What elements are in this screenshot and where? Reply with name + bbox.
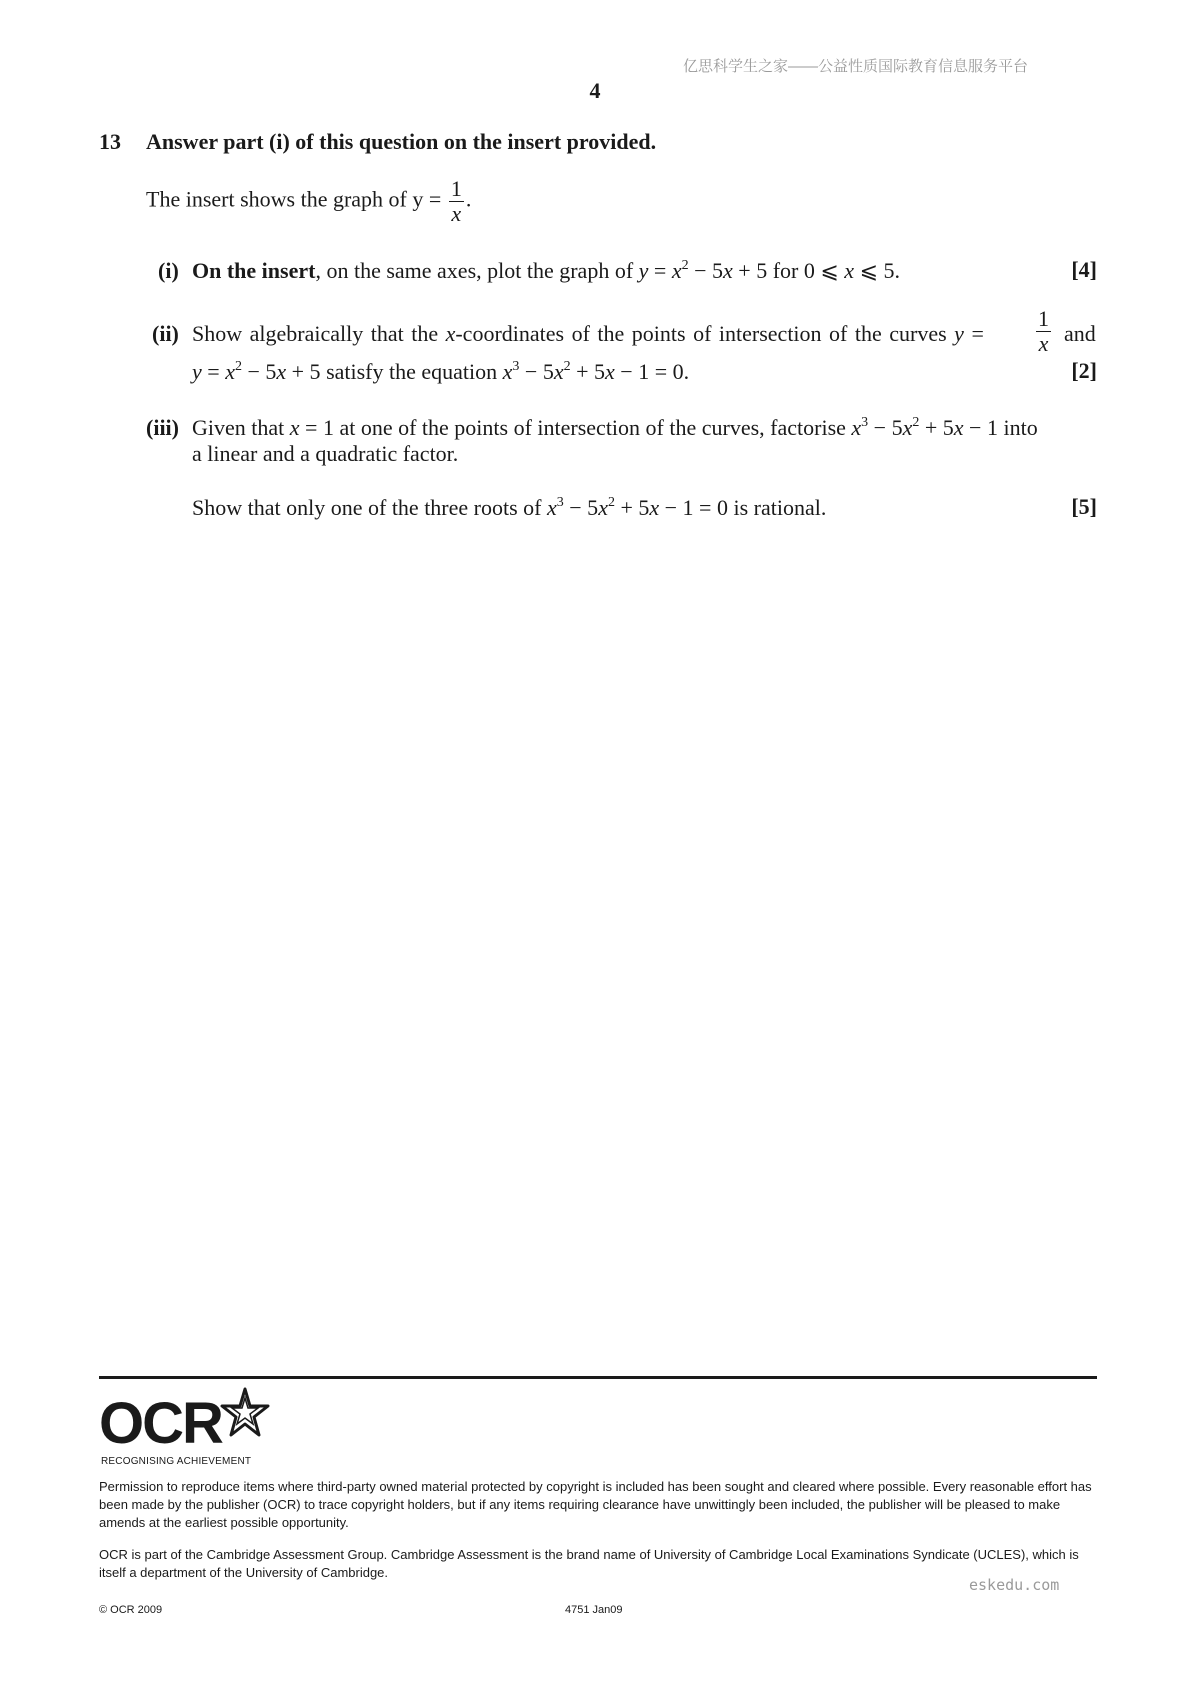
part-i-equation: $y = x^2 - 5x + 5$ for 0 ⩽ x ⩽ 5. xyxy=(638,258,900,283)
part-ii-line2-text: satisfy the equation xyxy=(326,359,498,384)
part-ii-label: (ii) xyxy=(152,321,179,346)
intro-eq-lhs: y = xyxy=(412,186,442,212)
part-iii-line1: Given that x = 1 at one of the points of intersection of the curves, factorise $x^3 - 5x^2 + 5x - 1$ into xyxy=(192,415,1038,440)
part-ii-cubic: $x^3 - 5x^2 + 5x - 1 = 0$. xyxy=(502,359,690,384)
copyright: © OCR 2009 xyxy=(99,1604,163,1616)
part-ii-fraction xyxy=(1036,308,1051,355)
part-ii-fraction-den: x xyxy=(1038,331,1049,356)
part-iii-cubic-2: $x^3 - 5x^2 + 5x - 1 = 0$ xyxy=(547,495,728,520)
part-ii-curve-eq: $y = x^2 - 5x + 5$ xyxy=(192,359,321,384)
part-iii-line3-a: Show that only one of the three roots of xyxy=(192,495,542,520)
part-i-label: (i) xyxy=(158,258,179,283)
intro-line: The insert shows the graph of y = $\frac{1}{x}$ . xyxy=(146,176,472,226)
part-ii-line1-b: -coordinates of the points of intersection of the curves xyxy=(455,321,947,346)
part-ii-marks: [2] xyxy=(1071,358,1097,383)
part-iii-line1-a: Given that xyxy=(192,415,285,440)
fraction-denominator: x xyxy=(451,201,462,226)
ocr-star-icon xyxy=(219,1386,271,1438)
top-watermark: 亿思科学生之家——公益性质国际教育信息服务平台 xyxy=(683,58,1029,75)
part-i-bold-lead: On the insert xyxy=(192,258,316,283)
part-iii-line2: a linear and a quadratic factor. xyxy=(192,441,459,466)
part-ii-line1: Show algebraically that the x-coordinates of the points of intersection of the curves y = xyxy=(192,321,984,346)
part-ii-line2 xyxy=(192,358,689,386)
question-heading: Answer part (i) of this question on the insert provided. xyxy=(146,129,657,154)
part-ii-line1-a: Show algebraically that the xyxy=(192,321,439,346)
ocr-logo-text: OCR xyxy=(99,1391,222,1456)
ocr-logo xyxy=(99,1386,279,1486)
part-iii-line1-c: into xyxy=(1003,415,1038,440)
ocr-info: OCR is part of the Cambridge Assessment Group. Cambridge Assessment is the brand name of University of Cambridge Local Examinations Syndicate (UCLES), which is itself a department of the University of Cambridge. xyxy=(99,1547,1079,1580)
part-iii-cubic-1: $x^3 - 5x^2 + 5x - 1$ xyxy=(851,415,998,440)
part-i-text xyxy=(192,257,900,285)
fraction-one-over-x xyxy=(449,178,464,225)
part-ii-fraction-num: 1 xyxy=(1038,306,1049,331)
bottom-watermark: eskedu.com xyxy=(969,1576,1060,1594)
part-iii-line3 xyxy=(192,494,826,522)
part-iii-line3-b: is rational. xyxy=(733,495,827,520)
part-i-marks: [4] xyxy=(1071,257,1097,282)
part-iii-line1-b: at one of the points of intersection of the curves, factorise xyxy=(339,415,846,440)
intro-text: The insert shows the graph of xyxy=(146,186,407,212)
part-i-body: , on the same axes, plot the graph of xyxy=(315,258,634,283)
question-number: 13 xyxy=(99,129,121,154)
part-ii-and: and xyxy=(1064,321,1096,346)
paper-code: 4751 Jan09 xyxy=(565,1604,623,1616)
footer-divider xyxy=(99,1376,1097,1379)
part-iii-marks: [5] xyxy=(1071,494,1097,519)
fraction-numerator: 1 xyxy=(450,176,462,201)
part-iii-label: (iii) xyxy=(146,415,179,440)
permission-notice: Permission to reproduce items where third-party owned material protected by copyright is included has been sought and cleared where possible. Every reasonable effort has been made by the publisher (OCR) to trace copyright holders, but if any items requiring clearance have unwittingly been included, the publisher will be pleased to make amends at the earliest possible opportunity. xyxy=(99,1479,1092,1530)
page-number: 4 xyxy=(589,78,601,103)
ocr-logo-tagline: RECOGNISING ACHIEVEMENT xyxy=(101,1456,252,1467)
